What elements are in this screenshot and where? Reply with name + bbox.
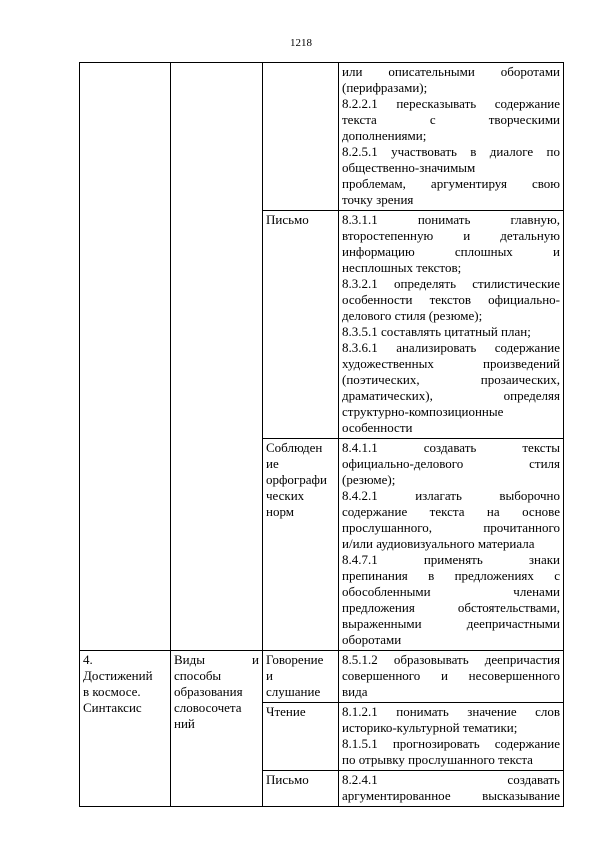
skill-label: Соблюден [266,440,323,455]
objective-line: содержание текста на основе [342,504,560,519]
objective-line: структурно-композиционные [342,404,504,419]
skill-label: и [266,668,273,683]
table-cell-skill [263,771,339,807]
objective-line: официально-делового стиля [342,456,560,471]
objective-line: делового стиля (резюме); [342,308,483,323]
objective-line: и/или аудиовизуального материала [342,536,535,551]
topic-title: способы [174,668,222,683]
table-cell-objectives [339,703,564,771]
table-cell-objectives [339,63,564,211]
objective-line: текста с творческими [342,112,560,127]
skill-label: Говорение [266,652,324,667]
objective-line: 8.3.1.1 понимать главную, [342,212,560,227]
objective-line: второстепенную и детальную [342,228,560,243]
topic-title: образования [174,684,243,699]
skill-label: Письмо [266,772,309,787]
objective-line: 8.3.2.1 определять стилистические [342,276,560,291]
objective-line: или описательными оборотами [342,64,560,79]
objective-line: выраженными деепричастными [342,616,560,631]
topic-title: ний [174,716,195,731]
skill-label: Чтение [266,704,306,719]
table-cell-objectives [339,771,564,807]
objective-line: 8.2.4.1 создавать [342,772,560,787]
table-cell-objectives [339,651,564,703]
objective-line: 8.4.1.1 создавать тексты [342,440,560,455]
objective-line: художественных произведений [342,356,560,371]
table-cell-skill [263,703,339,771]
objective-line: 8.4.2.1 излагать выборочно [342,488,560,503]
skill-label: ие [266,456,279,471]
objective-line: информацию сплошных и [342,244,560,259]
objective-line: 8.1.5.1 прогнозировать содержание [342,736,560,751]
objective-line: особенности текстов официально- [342,292,560,307]
table-cell-skill [263,651,339,703]
objective-line: 8.5.1.2 образовывать деепричастия [342,652,560,667]
section-title: Достижений [83,668,153,683]
table-cell-section [80,63,171,651]
skill-label: норм [266,504,294,519]
objective-line: точку зрения [342,192,414,207]
skill-label: слушание [266,684,321,699]
section-title: Синтаксис [83,700,142,715]
objective-line: 8.1.2.1 понимать значение слов [342,704,560,719]
objective-line: драматических), определяя [342,388,560,403]
objective-line: предложения обстоятельствами, [342,600,560,615]
table-cell-skill [263,211,339,439]
objective-line: вида [342,684,368,699]
objective-line: препинания в предложениях с [342,568,560,583]
table-cell-topic [171,63,263,651]
objective-line: (перифразами); [342,80,428,95]
section-title: 4. [83,652,93,667]
objective-line: по отрывку прослушанного текста [342,752,533,767]
objective-line: несплошных текстов; [342,260,462,275]
skill-label: Письмо [266,212,309,227]
objective-line: прослушанного, прочитанного [342,520,560,535]
table-row [80,63,564,211]
objective-line: проблемам, аргументируя свою [342,176,560,191]
skill-label: орфографи [266,472,327,487]
objective-line: (резюме); [342,472,396,487]
table-cell-objectives [339,439,564,651]
objective-line: аргументированное высказывание [342,788,560,803]
objective-line: дополнениями; [342,128,427,143]
table-cell-topic [171,651,263,807]
topic-title: Виды и [174,652,259,667]
objective-line: оборотами [342,632,402,647]
objective-line: общественно-значимым [342,160,476,175]
objective-line: особенности [342,420,413,435]
table-cell-objectives [339,211,564,439]
objective-line: обособленными членами [342,584,560,599]
table-cell-section [80,651,171,807]
objective-line: историко-культурной тематики; [342,720,518,735]
skill-label: ческих [266,488,305,503]
objective-line: 8.3.6.1 анализировать содержание [342,340,560,355]
table-cell-skill [263,439,339,651]
objective-line: 8.4.7.1 применять знаки [342,552,560,567]
objective-line: 8.2.5.1 участвовать в диалоге по [342,144,560,159]
section-title: в космосе. [83,684,141,699]
objective-line: совершенного и несовершенного [342,668,560,683]
topic-title: словосочета [174,700,242,715]
objective-line: 8.2.2.1 пересказывать содержание [342,96,560,111]
objective-line: 8.3.5.1 составлять цитатный план; [342,324,531,339]
table-cell-skill [263,63,339,211]
curriculum-table [79,62,564,807]
objective-line: (поэтических, прозаических, [342,372,560,387]
page-number: 1218 [290,37,312,49]
table-row [80,651,564,703]
